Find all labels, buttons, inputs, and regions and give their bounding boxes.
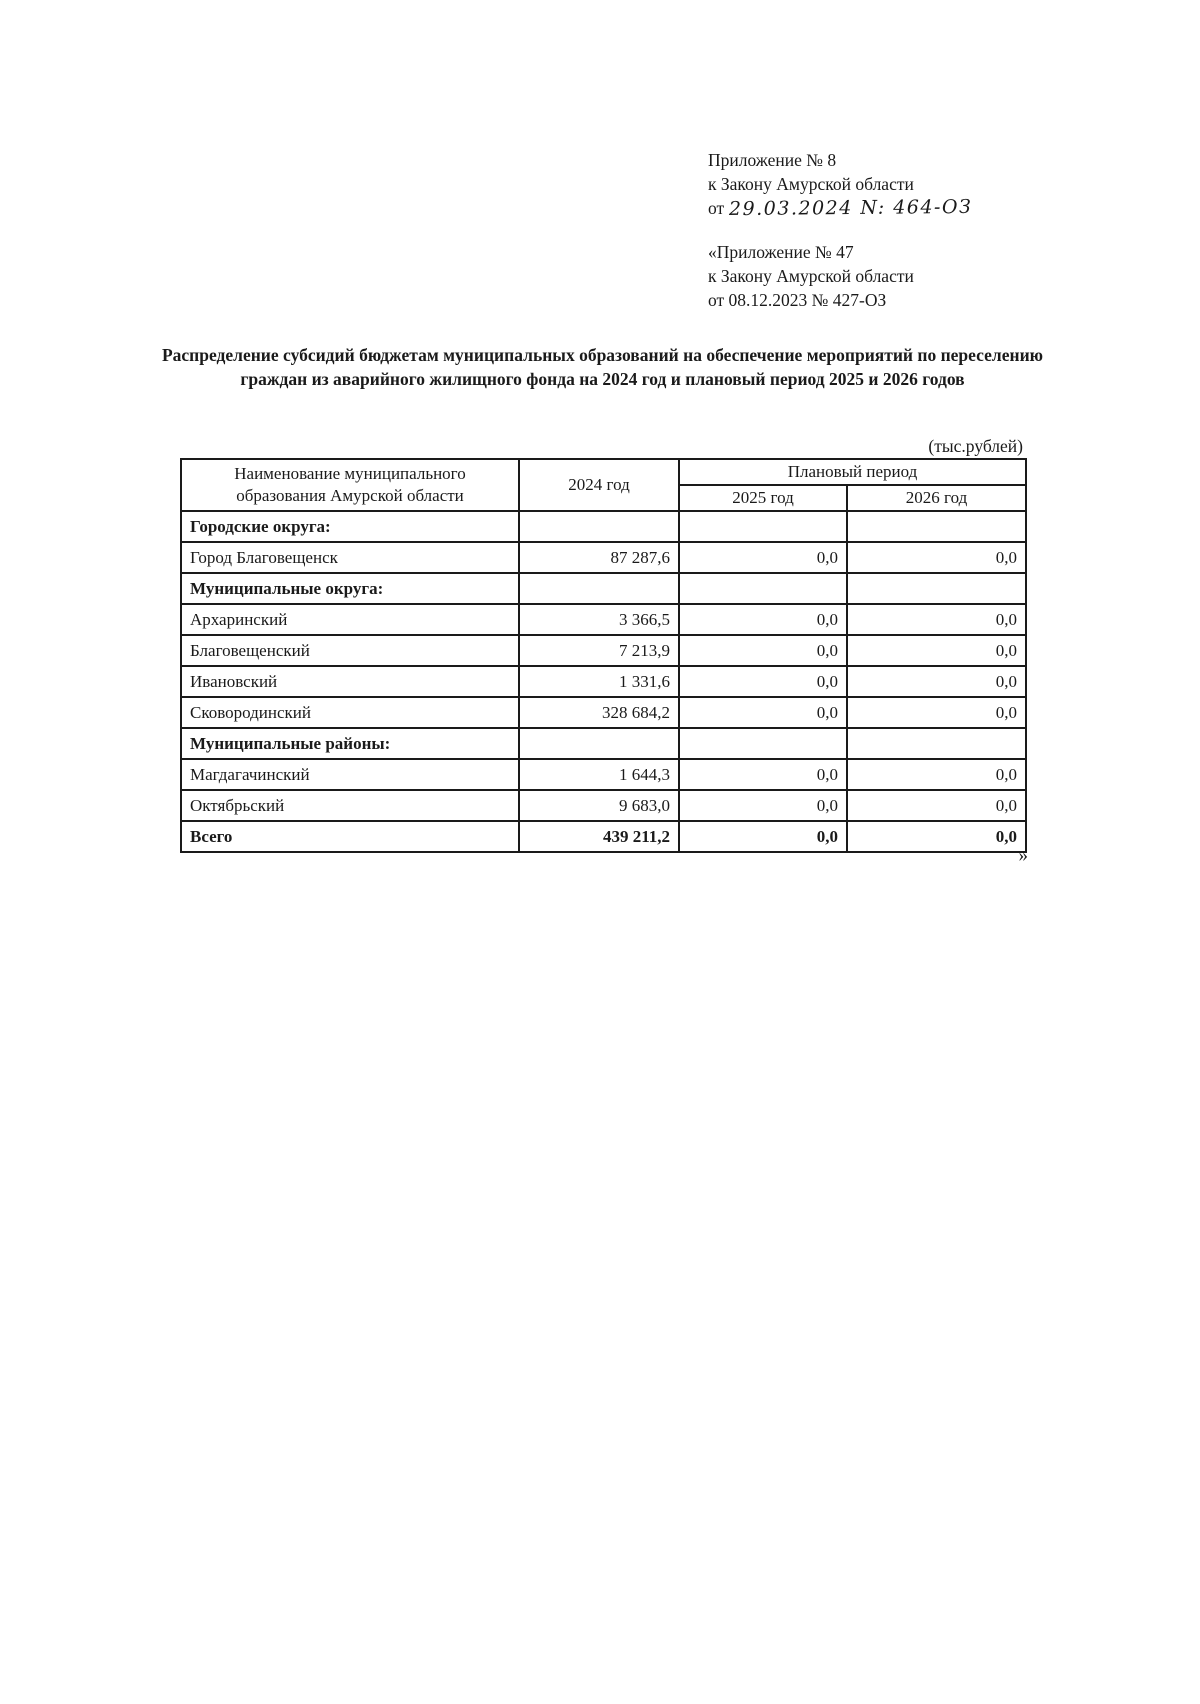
cell-2024: 1 331,6 [519,666,679,697]
cell-2025: 0,0 [679,604,847,635]
subsidy-distribution-table [180,458,1027,853]
spacer [708,220,1068,240]
cell-2025: 0,0 [679,666,847,697]
table-row-section [181,728,1026,759]
cell-2026: 0,0 [847,697,1026,728]
cell-2026: 0,0 [847,542,1026,573]
cell-2026 [847,728,1026,759]
cell-2026: 0,0 [847,821,1026,852]
cell-2024 [519,573,679,604]
cell-name: Сковородинский [181,697,519,728]
column-header-plan-period: Плановый период [679,459,1026,485]
column-header-2025: 2025 год [679,485,847,511]
inner-law-reference: к Закону Амурской области [708,266,914,286]
cell-2025: 0,0 [679,542,847,573]
cell-2025: 0,0 [679,821,847,852]
table-row [181,604,1026,635]
closing-quote-mark: » [1018,845,1028,866]
cell-2026 [847,573,1026,604]
column-header-municipality: Наименование муниципального образования Амурской области [181,459,519,511]
cell-2024: 9 683,0 [519,790,679,821]
cell-name: Магдагачинский [181,759,519,790]
subsidy-table-container [180,458,1025,853]
cell-name: Архаринский [181,604,519,635]
appendix-number: Приложение № 8 [708,150,837,170]
cell-2025: 0,0 [679,759,847,790]
table-row [181,542,1026,573]
cell-2026: 0,0 [847,635,1026,666]
table-row-section [181,511,1026,542]
cell-2024 [519,511,679,542]
cell-2026: 0,0 [847,759,1026,790]
cell-2025 [679,573,847,604]
cell-2025: 0,0 [679,635,847,666]
law-date-line [708,196,1068,220]
cell-name: Ивановский [181,666,519,697]
cell-name: Город Благовещенск [181,542,519,573]
inner-appendix-number: «Приложение № 47 [708,242,854,262]
column-header-2026: 2026 год [847,485,1026,511]
table-row [181,697,1026,728]
table-header-row-1 [181,459,1026,485]
appendix-reference-block [708,148,1068,312]
cell-2025: 0,0 [679,790,847,821]
cell-2024 [519,728,679,759]
cell-2025 [679,728,847,759]
cell-name: Городские округа: [181,511,519,542]
cell-2024: 7 213,9 [519,635,679,666]
cell-2025: 0,0 [679,697,847,728]
document-title: Распределение субсидий бюджетам муниципальных образований на обеспечение мероприятий по переселению граждан из аварийного жилищного фонда на 2024 год и плановый период 2025 и 2026 годов [161,345,1044,389]
cell-2024: 439 211,2 [519,821,679,852]
cell-name: Муниципальные районы: [181,728,519,759]
inner-law-date: от 08.12.2023 № 427-ОЗ [708,290,887,310]
cell-name: Октябрьский [181,790,519,821]
column-header-2024: 2024 год [519,459,679,511]
cell-2024: 1 644,3 [519,759,679,790]
table-row-total [181,821,1026,852]
table-row [181,666,1026,697]
cell-2024: 87 287,6 [519,542,679,573]
cell-2025 [679,511,847,542]
cell-name: Всего [181,821,519,852]
cell-2026 [847,511,1026,542]
cell-2024: 3 366,5 [519,604,679,635]
units-label: (тыс.рублей) [928,436,1023,456]
table-row [181,759,1026,790]
cell-2026: 0,0 [847,666,1026,697]
cell-2026: 0,0 [847,604,1026,635]
cell-2024: 328 684,2 [519,697,679,728]
law-reference: к Закону Амурской области [708,174,914,194]
table-row [181,790,1026,821]
date-prefix: от [708,198,725,218]
cell-name: Муниципальные округа: [181,573,519,604]
table-row [181,635,1026,666]
cell-2026: 0,0 [847,790,1026,821]
table-row-section [181,573,1026,604]
cell-name: Благовещенский [181,635,519,666]
handwritten-date-number: 29.03.2024 N: 464-ОЗ [728,195,972,221]
